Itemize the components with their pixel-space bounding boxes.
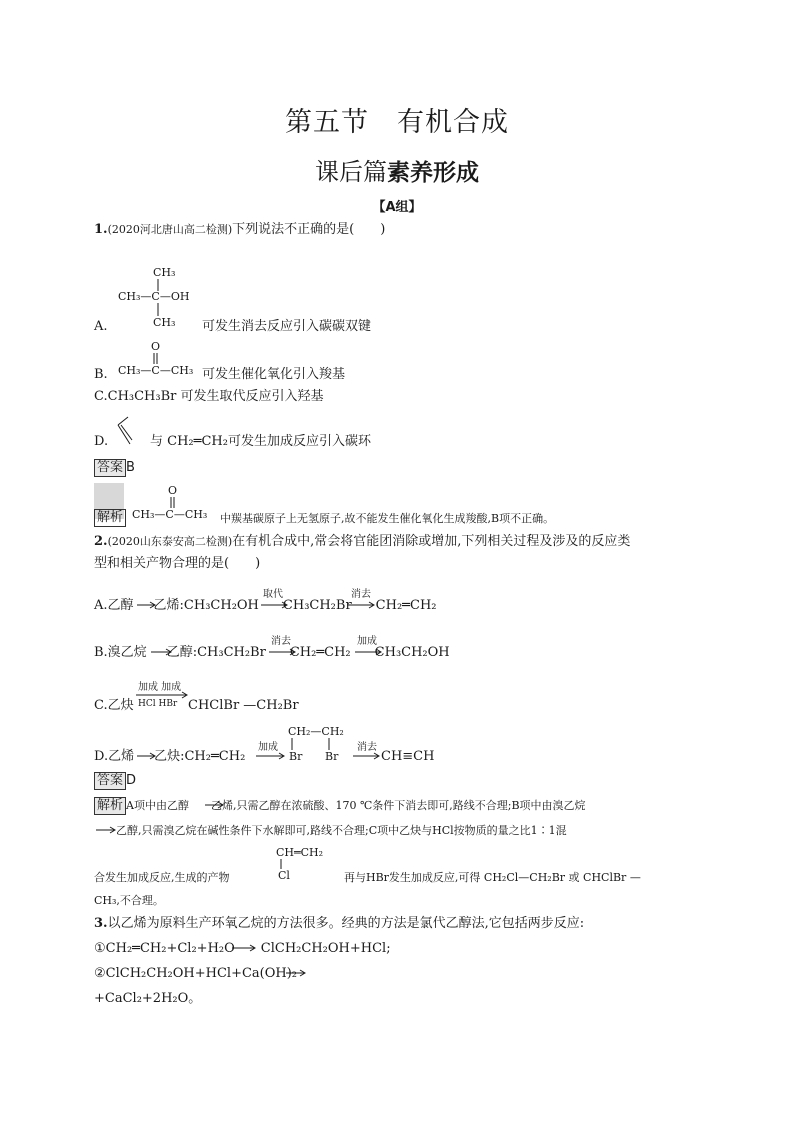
q2-a-arrow-label2: 消去 (351, 589, 371, 600)
q3-r1: ①CH₂═CH₂+Cl₂+H₂O (94, 941, 235, 956)
q2-b-pre: B.溴乙烷 (94, 645, 147, 660)
q2-a-pre: A.乙醇 (94, 598, 134, 613)
q1-analysis-text: 中羰基碳原子上无氢原子,故不能发生催化氧化生成羧酸,B项不正确。 (220, 512, 555, 525)
subtitle-part2: 素养形成 (387, 160, 479, 186)
q2-a-mid: 乙烯:CH₃CH₂OH (153, 598, 259, 613)
q1-b-chain: CH₃—C—CH₃ (118, 364, 194, 377)
q2-analysis3a: 合发生加成反应,生成的产物 (94, 871, 230, 884)
q1-d-bond1 (118, 417, 128, 425)
q2-d-post: CH≡CH (381, 749, 435, 764)
q1-a-chain: CH₃—C—OH (118, 290, 190, 303)
q2-option-c-post: CHClBr —CH₂Br (188, 698, 299, 713)
q1-number: 1. (94, 222, 108, 237)
q1-source: (2020河北唐山高二检测) (107, 223, 233, 236)
q2-a-post1: CH₃CH₂Br (282, 598, 352, 613)
q1-option-c: C.CH₃CH₃Br 可发生取代反应引入羟基 (94, 389, 324, 404)
q2-option-c-pre: C.乙炔 (94, 698, 134, 713)
q2-d-arrow-label2: 消去 (357, 742, 377, 753)
q2-stem1: 在有机合成中,常会将官能团消除或增加,下列相关过程及涉及的反应类 (232, 534, 631, 549)
q2-analysis1b: 乙烯,只需乙醇在浓硫酸、170 ℃条件下消去即可,路线不合理;B项中由溴乙烷 (210, 799, 586, 812)
q2-analysis3b: 再与HBr发生加成反应,可得 CH₂Cl—CH₂Br 或 CHClBr — (344, 871, 641, 884)
q3-reaction3: +CaCl₂+2H₂O。 (94, 991, 202, 1006)
q2-d-arrow-label: 加成 (258, 742, 278, 753)
q2-d-br2: Br (325, 750, 339, 763)
q1-a-ch3-top: CH₃ (153, 266, 176, 279)
q2-d-mid: 乙炔:CH₂═CH₂ (154, 749, 246, 764)
q1-answer-tag: 答案 (94, 459, 126, 477)
q2-d-struct-top: CH₂—CH₂ (288, 725, 344, 738)
q2-d-pre: D.乙烯 (94, 749, 135, 764)
q1-analysis-chain: CH₃—C—CH₃ (132, 508, 208, 521)
q2-a-post2: CH₂═CH₂ (375, 598, 437, 613)
q1-option-a-text: 可发生消去反应引入碳碳双键 (202, 319, 372, 334)
page-title: 第五节 有机合成 (285, 107, 509, 138)
group-heading: 【A组】 (372, 200, 422, 215)
q2-a-arrow-label: 取代 (263, 589, 283, 600)
q1-option-d-label: D. (94, 434, 109, 449)
q2-d-br1: Br (289, 750, 303, 763)
q2-c-arrow-label-top: 加成 加成 (138, 682, 182, 693)
q2-analysis4: CH₃,不合理。 (94, 894, 164, 907)
q1-answer: B (126, 460, 135, 475)
q2-answer: D (126, 773, 137, 788)
subtitle-part1: 课后篇 (315, 158, 387, 186)
q2-analysis1: A项中由乙醇 (126, 799, 189, 812)
q1-text: 下列说法不正确的是( ) (232, 222, 386, 237)
q2-b-post1: CH₂═CH₂ (289, 645, 351, 660)
q1-option-a-label: A. (94, 319, 108, 334)
q2-analysis-tag: 解析 (94, 797, 126, 815)
q1-analysis-oxygen: O (168, 484, 178, 497)
q2-b-mid: 乙醇:CH₃CH₂Br (166, 645, 266, 660)
q3-r1b: ClCH₂CH₂OH+HCl; (260, 941, 391, 956)
q2-b-arrow-label: 消去 (271, 636, 291, 647)
q2-number: 2. (94, 534, 108, 549)
q2-c-arrow-label-bottom: HCl HBr (138, 699, 178, 709)
q3-text: 以乙烯为原料生产环氧乙烷的方法很多。经典的方法是氯代乙醇法,它包括两步反应: (107, 916, 585, 931)
q1-option-b-text: 可发生催化氧化引入羧基 (202, 367, 346, 382)
q2-analysis2: 乙醇,只需溴乙烷在碱性条件下水解即可,路线不合理;C项中乙炔与HCl按物质的量之比1∶1混 (116, 824, 567, 837)
q2-analysis-struct-bottom: Cl (278, 869, 290, 882)
q3-reaction2: ②ClCH₂CH₂OH+HCl+Ca(OH)₂ (94, 966, 298, 981)
q2-source: (2020山东泰安高二检测) (107, 535, 233, 548)
q1-analysis-tag: 解析 (94, 509, 126, 527)
q2-b-post2: CH₃CH₂OH (374, 645, 450, 660)
q1-a-ch3-bottom: CH₃ (153, 316, 176, 329)
q1-option-d-text: 与 CH₂═CH₂可发生加成反应引入碳环 (150, 434, 371, 449)
q1-option-b-label: B. (94, 367, 108, 382)
q2-stem-line2: 型和相关产物合理的是( ) (94, 556, 261, 571)
q2-b-arrow-label2: 加成 (357, 636, 377, 647)
q1-b-oxygen: O (151, 340, 161, 353)
q3-number: 3. (94, 916, 108, 931)
q2-analysis-struct-top: CH═CH₂ (276, 846, 324, 859)
q2-answer-tag: 答案 (94, 772, 126, 790)
